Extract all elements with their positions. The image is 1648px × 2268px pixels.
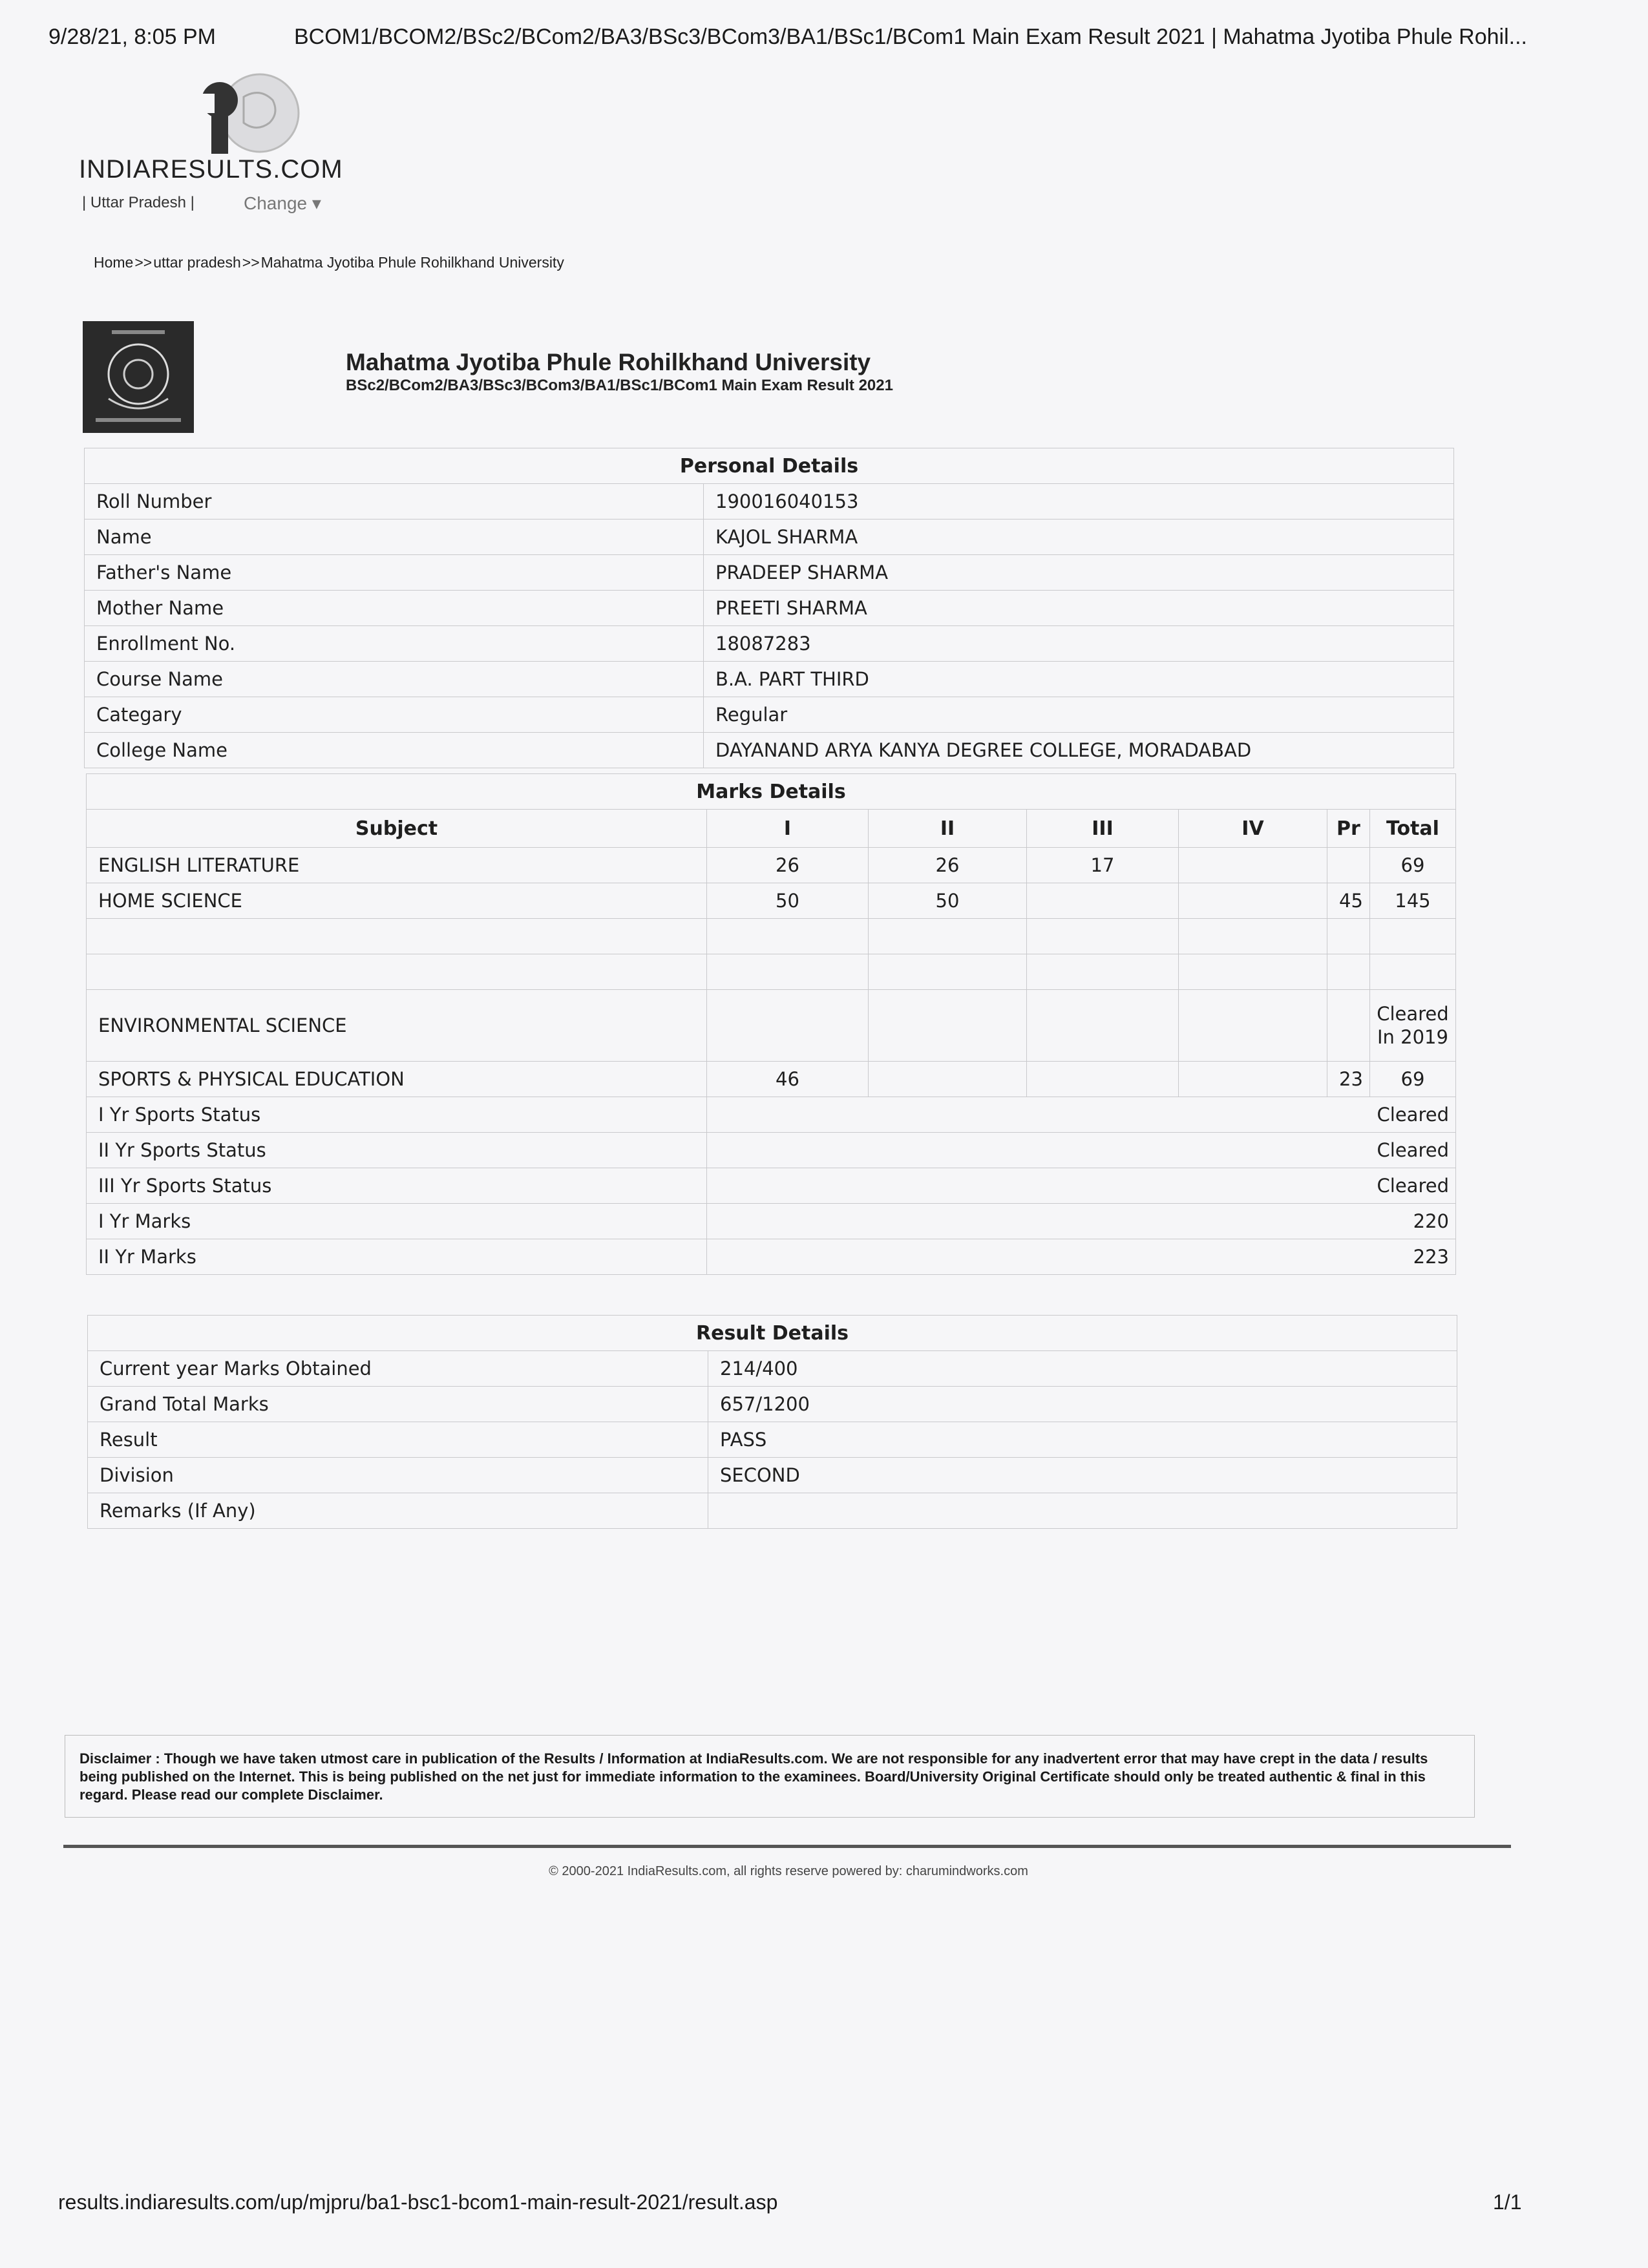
result-details-table — [87, 1315, 1457, 1529]
marks-cell — [1369, 954, 1455, 990]
marks-cell — [1027, 919, 1179, 954]
subject-name: ENGLISH LITERATURE — [87, 848, 707, 883]
personal-detail-value: 190016040153 — [704, 484, 1454, 520]
state-label: | Uttar Pradesh | — [82, 194, 195, 211]
breadcrumb-separator: >> — [242, 254, 260, 271]
marks-cell — [707, 990, 869, 1062]
result-detail-value — [708, 1493, 1457, 1529]
marks-status-row — [87, 1097, 1456, 1133]
personal-detail-row — [85, 626, 1454, 662]
marks-cell — [1327, 848, 1370, 883]
result-detail-label: Division — [88, 1458, 708, 1493]
result-detail-label: Remarks (If Any) — [88, 1493, 708, 1529]
marks-status-row — [87, 1239, 1456, 1275]
print-url: results.indiaresults.com/up/mjpru/ba1-bsc1-bcom1-main-result-2021/result.asp — [58, 2190, 778, 2214]
site-logo-icon — [176, 71, 318, 155]
subject-name: SPORTS & PHYSICAL EDUCATION — [87, 1062, 707, 1097]
breadcrumb-home[interactable]: Home — [94, 254, 134, 271]
marks-cell — [869, 919, 1027, 954]
marks-column-header: I — [707, 810, 869, 848]
marks-status-label: III Yr Sports Status — [87, 1168, 707, 1204]
marks-cell — [1327, 990, 1370, 1062]
marks-column-header: Pr — [1327, 810, 1370, 848]
marks-row — [87, 848, 1456, 883]
university-emblem — [83, 321, 194, 433]
marks-status-row — [87, 1133, 1456, 1168]
university-emblem-icon — [83, 321, 194, 433]
marks-row — [87, 954, 1456, 990]
breadcrumb — [94, 254, 565, 271]
marks-cell — [1179, 1062, 1327, 1097]
marks-cell — [1179, 848, 1327, 883]
personal-detail-label: Roll Number — [85, 484, 704, 520]
marks-cell — [1179, 954, 1327, 990]
result-detail-label: Grand Total Marks — [88, 1387, 708, 1422]
marks-cell — [707, 919, 869, 954]
subject-name: HOME SCIENCE — [87, 883, 707, 919]
marks-cell — [1179, 990, 1327, 1062]
personal-detail-row — [85, 484, 1454, 520]
result-detail-label: Current year Marks Obtained — [88, 1351, 708, 1387]
marks-status-label: II Yr Sports Status — [87, 1133, 707, 1168]
divider — [63, 1845, 1511, 1848]
personal-detail-row — [85, 520, 1454, 555]
breadcrumb-university: Mahatma Jyotiba Phule Rohilkhand University — [260, 254, 564, 271]
result-detail-value: 657/1200 — [708, 1387, 1457, 1422]
marks-cell — [1027, 1062, 1179, 1097]
personal-details-heading: Personal Details — [85, 448, 1454, 484]
marks-cell — [707, 954, 869, 990]
marks-cell: Cleared In 2019 — [1369, 990, 1455, 1062]
marks-status-value: Cleared — [707, 1133, 1456, 1168]
marks-status-label: II Yr Marks — [87, 1239, 707, 1275]
marks-cell: 45 — [1327, 883, 1370, 919]
result-detail-row — [88, 1351, 1457, 1387]
marks-details-heading: Marks Details — [87, 774, 1456, 810]
marks-row — [87, 1062, 1456, 1097]
marks-status-row — [87, 1168, 1456, 1204]
personal-detail-value: PREETI SHARMA — [704, 591, 1454, 626]
marks-cell — [1027, 990, 1179, 1062]
marks-cell: 46 — [707, 1062, 869, 1097]
marks-cell — [1027, 883, 1179, 919]
copyright: © 2000-2021 IndiaResults.com, all rights reserve powered by: charumindworks.com — [549, 1864, 1028, 1878]
marks-status-value: 223 — [707, 1239, 1456, 1275]
marks-column-header: III — [1027, 810, 1179, 848]
marks-status-label: I Yr Marks — [87, 1204, 707, 1239]
result-detail-value: 214/400 — [708, 1351, 1457, 1387]
marks-cell: 145 — [1369, 883, 1455, 919]
print-page-title: BCOM1/BCOM2/BSc2/BCom2/BA3/BSc3/BCom3/BA1/BSc1/BCom1 Main Exam Result 2021 | Mahatma Jyotiba Phule Rohil... — [294, 25, 1527, 49]
marks-header-row — [87, 810, 1456, 848]
personal-detail-value: Regular — [704, 697, 1454, 733]
marks-status-label: I Yr Sports Status — [87, 1097, 707, 1133]
marks-status-value: Cleared — [707, 1168, 1456, 1204]
personal-detail-label: Mother Name — [85, 591, 704, 626]
result-detail-label: Result — [88, 1422, 708, 1458]
marks-cell — [1327, 954, 1370, 990]
result-detail-row — [88, 1387, 1457, 1422]
marks-row — [87, 990, 1456, 1062]
marks-cell: 26 — [707, 848, 869, 883]
print-datetime: 9/28/21, 8:05 PM — [48, 25, 216, 49]
personal-detail-label: Course Name — [85, 662, 704, 697]
marks-cell — [869, 1062, 1027, 1097]
marks-column-header: Subject — [87, 810, 707, 848]
marks-cell — [1179, 919, 1327, 954]
marks-column-header: Total — [1369, 810, 1455, 848]
personal-detail-row — [85, 555, 1454, 591]
marks-status-row — [87, 1204, 1456, 1239]
marks-cell: 69 — [1369, 848, 1455, 883]
personal-detail-value: B.A. PART THIRD — [704, 662, 1454, 697]
marks-cell: 26 — [869, 848, 1027, 883]
subject-name — [87, 919, 707, 954]
marks-column-header: II — [869, 810, 1027, 848]
result-details-heading: Result Details — [88, 1316, 1457, 1351]
marks-status-value: 220 — [707, 1204, 1456, 1239]
marks-cell — [1369, 919, 1455, 954]
marks-details-table — [86, 773, 1456, 1275]
breadcrumb-state[interactable]: uttar pradesh — [153, 254, 241, 271]
personal-detail-value: PRADEEP SHARMA — [704, 555, 1454, 591]
result-detail-value: PASS — [708, 1422, 1457, 1458]
personal-detail-value: DAYANAND ARYA KANYA DEGREE COLLEGE, MORADABAD — [704, 733, 1454, 768]
exam-title: BSc2/BCom2/BA3/BSc3/BCom3/BA1/BSc1/BCom1 Main Exam Result 2021 — [346, 377, 893, 394]
marks-cell — [1327, 919, 1370, 954]
result-detail-row — [88, 1458, 1457, 1493]
marks-column-header: IV — [1179, 810, 1327, 848]
personal-detail-row — [85, 591, 1454, 626]
result-detail-row — [88, 1422, 1457, 1458]
personal-detail-value: 18087283 — [704, 626, 1454, 662]
disclaimer: Disclaimer : Though we have taken utmost care in publication of the Results / Information at IndiaResults.com. We are not responsible for any inadvertent error that may have crept in the data / results being published on the Internet. This is being published on the net just for immediate information to the examinees. Board/University Original Certificate should only be treated authentic & final in this regard. Please read our complete Disclaimer. — [65, 1735, 1475, 1818]
marks-cell — [1027, 954, 1179, 990]
personal-detail-row — [85, 733, 1454, 768]
personal-detail-label: Enrollment No. — [85, 626, 704, 662]
result-detail-value: SECOND — [708, 1458, 1457, 1493]
marks-cell — [869, 954, 1027, 990]
subject-name: ENVIRONMENTAL SCIENCE — [87, 990, 707, 1062]
site-logo[interactable] — [79, 71, 343, 220]
personal-detail-label: College Name — [85, 733, 704, 768]
marks-cell: 17 — [1027, 848, 1179, 883]
marks-cell — [1179, 883, 1327, 919]
marks-cell — [869, 990, 1027, 1062]
marks-cell: 23 — [1327, 1062, 1370, 1097]
personal-detail-label: Father's Name — [85, 555, 704, 591]
personal-detail-label: Categary — [85, 697, 704, 733]
marks-cell: 50 — [869, 883, 1027, 919]
personal-detail-label: Name — [85, 520, 704, 555]
change-state-link[interactable]: Change ▾ — [244, 193, 321, 213]
subject-name — [87, 954, 707, 990]
marks-row — [87, 883, 1456, 919]
personal-detail-row — [85, 662, 1454, 697]
personal-detail-value: KAJOL SHARMA — [704, 520, 1454, 555]
marks-row — [87, 919, 1456, 954]
result-detail-row — [88, 1493, 1457, 1529]
marks-status-value: Cleared — [707, 1097, 1456, 1133]
personal-details-table — [84, 448, 1454, 768]
marks-cell: 69 — [1369, 1062, 1455, 1097]
marks-cell: 50 — [707, 883, 869, 919]
site-brand: INDIARESULTS.COM — [79, 155, 343, 184]
university-name: Mahatma Jyotiba Phule Rohilkhand University — [346, 349, 871, 375]
print-page-number: 1/1 — [1493, 2190, 1522, 2214]
personal-detail-row — [85, 697, 1454, 733]
breadcrumb-separator: >> — [134, 254, 153, 271]
